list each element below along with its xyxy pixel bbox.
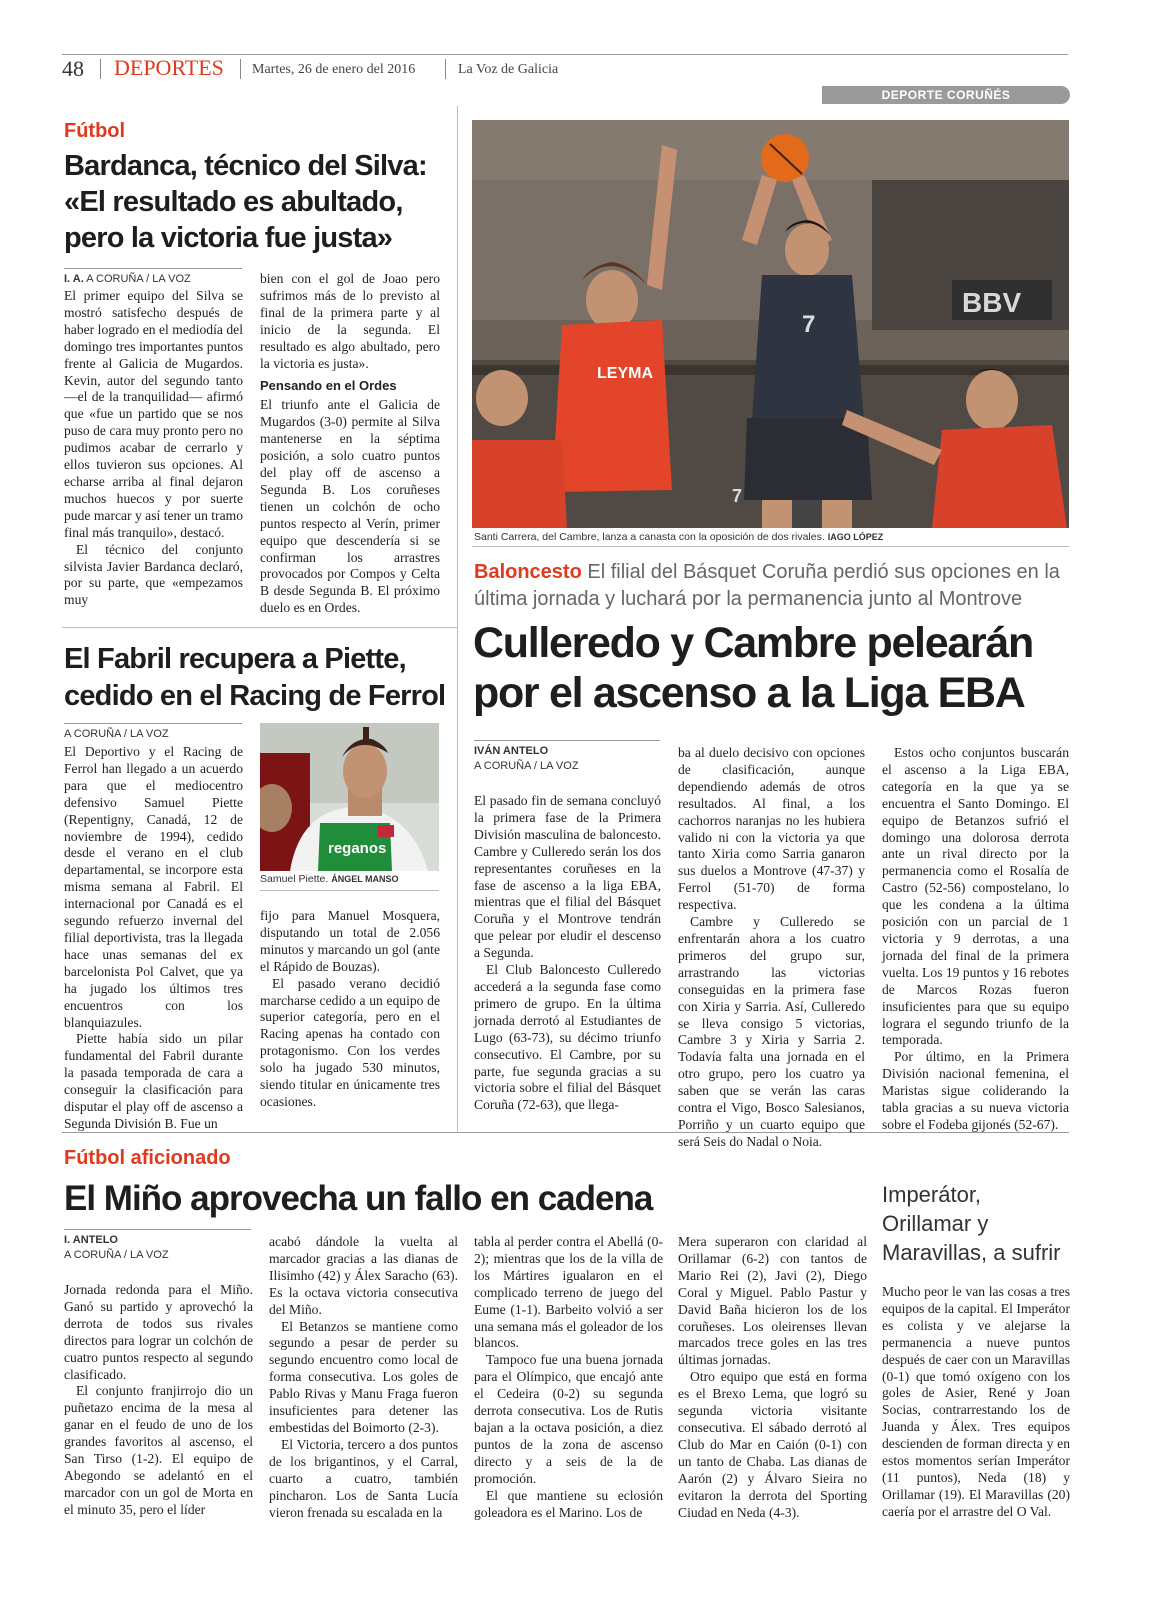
a5-headline-line: Imperátor, (882, 1182, 982, 1207)
caption-text: Santi Carrera, del Cambre, lanza a canasta con la oposición de dos rivales. (474, 531, 825, 543)
a4-paragraph: El Victoria, tercero a dos puntos de los brigantinos, y el Carral, cuarto a cuatro, también pincharon. Los de Santa Lucía vieron frenada su escalada en la (269, 1436, 458, 1520)
a1-byline (64, 268, 242, 287)
a1-headline (64, 148, 454, 256)
a4-kicker: Fútbol aficionado (64, 1147, 231, 1169)
a3-headline-line: por el ascenso a la Liga EBA (473, 669, 1025, 717)
a2-headline-line: El Fabril recupera a Piette, (64, 643, 406, 675)
header-divider (100, 59, 101, 79)
a4-paragraph: Otro equipo que está en forma es el Brexo Lema, que logró su segunda victoria visitante consecutiva. El sábado derrotó al Club do Mar en Caión (0-1) con un tanto de Chaba. Las dianas de Aarón (2) y Álvaro Sieira no evitaron la derrota del Sporting Ciudad en Neda (4-3). (678, 1369, 867, 1520)
piette-photo-image (260, 723, 439, 871)
a4-paragraph: Tampoco fue una buena jornada para el Olímpico, que encajó ante el Cedeira (0-2) su segunda derrota consecutiva. Los de Rutis bajan a la octava posición, a diez puntos de la zona de ascenso directo y a seis de la de promoción. (474, 1352, 663, 1486)
a3-paragraph: El Club Baloncesto Culleredo accederá a la segunda fase como primero de grupo. En la última jornada derrotó al Estudiantes de Lugo (63-73), su décimo triunfo consecutivo. El Cambre, por su parte, fue segunda gracias a su victoria sobre el filial del Básquet Coruña (72-63), que llega- (474, 962, 661, 1113)
wall-banner: BBV (962, 287, 1022, 318)
a4-byline (64, 1229, 251, 1263)
section-divider (62, 1132, 1069, 1133)
byline-place: A CORUÑA / LA VOZ (64, 728, 169, 740)
a4-column-1 (64, 1282, 253, 1519)
basketball-photo (472, 120, 1069, 528)
a3-paragraph: Estos ocho conjuntos buscarán el ascenso a la Liga EBA, categoría en la que ya se encuentra el Santo Domingo. El equipo de Betanzos sufrió el domingo una dolorosa derrota ante un rival directo por la permanencia como el Rosalía de Castro (52-56) compostelano, lo que les condena a la última posición con un parcial de 1 victoria y 9 derrotas, a una jornada del final de la primera vuelta. Los 19 puntos y 16 rebotes de Marcos Rozas fueron insuficientes para que su equipo lograra el segundo triunfo de la temporada. (882, 745, 1069, 1048)
a1-headline-line: Bardanca, técnico del Silva: (64, 150, 427, 182)
a1-paragraph: El primer equipo del Silva se mostró satisfecho después de haber logrado en el mediodía del domingo tres importantes puntos frente al Galicia de Mugardos. Kevin, autor del segundo tanto —el de la tranquilidad— afirmó que «fue un partido que se nos puso de cara muy pronto pero no pudimos acabar de cerrarlo y ellos tuvieron sus opciones. Al echarse arriba al final dejaron muchos huecos y por suerte pude marcar y así tener un tramo final más tranquilo», destacó. (64, 288, 243, 540)
a3-column-2 (678, 745, 865, 1151)
a5-paragraph: Mucho peor le van las cosas a tres equipos de la capital. El Imperátor es colista y ve alejarse la permanencia a nueve puntos después de caer con un Maravillas (0-1) que tomó oxígeno con los goles de Asier, René y Joan Socias, contrarrestando los de Juanda y Álex. Tres equipos descienden de forman directa y en estos momentos serían Imperátor (11 puntos), Neda (18) y Orillamar (19). El Maravillas (20) caería por el arrastre del O Val. (882, 1284, 1070, 1519)
header-divider (445, 59, 446, 79)
a1-kicker: Fútbol (64, 120, 126, 142)
newspaper-name: La Voz de Galicia (458, 62, 559, 77)
a3-paragraph: ba al duelo decisivo con opciones de clasificación, aunque dependiendo además de otros resultados. Al final, a los cachorros naranjas no les hubiera valido ni con la victoria ya que tanto Xiria como Sarria ganaron sus duelos a Montrove (47-37) y Ferrol (51-70) de forma respectiva. (678, 745, 865, 913)
a3-paragraph: El pasado fin de semana concluyó la primera fase de la Primera División masculina de baloncesto. Cambre y Culleredo serán los dos representantes coruñeses en la fase de ascenso a la liga EBA, mientras que el filial del Básquet Coruña y el Montrove tendrán que pelear por eludir el descenso a Segunda. (474, 793, 661, 961)
jersey-sponsor: reganos (328, 840, 387, 857)
byline-author: I. ANTELO (64, 1234, 118, 1246)
a3-deck (474, 559, 1069, 613)
a2-column-2 (260, 908, 440, 1111)
a4-headline: El Miño aprovecha un fallo en cadena (64, 1179, 653, 1218)
byline-author: I. A. (64, 273, 84, 285)
a2-column-1 (64, 744, 243, 1133)
a3-headline-line: Culleredo y Cambre pelearán (473, 619, 1033, 667)
a1-paragraph: El triunfo ante el Galicia de Mugardos (3-0) permite al Silva mantenerse en la séptima posición, a solo cuatro puntos del play off de ascenso a Segunda B. Los coruñeses tienen un colchón de ocho puntos respecto al Verín, primer equipo que descendería si se confirman los arrastres provocados por Compos y Celta B desde Segunda B. El próximo duelo es en Ordes. (260, 397, 440, 616)
a1-subhead: Pensando en el Ordes (260, 378, 397, 394)
a3-kicker: Baloncesto (474, 561, 582, 583)
a2-byline (64, 723, 242, 742)
a3-byline (474, 740, 660, 774)
a3-column-3 (882, 745, 1069, 1134)
a4-paragraph: Jornada redonda para el Miño. Ganó su partido y aprovechó la derrota de todos sus rivales directos para lograr un colchón de cuatro puntos respecto al segundo clasificado. (64, 1282, 253, 1382)
a4-paragraph: tabla al perder contra el Abellá (0-2); mientras que los de la villa de los Mártires igualaron en el complicado terreno de juego del Eume (1-1). Barbeito volvió a ser una semana más el goleador de los blancos. (474, 1234, 663, 1351)
a4-paragraph: El Betanzos se mantiene como segundo a pesar de perder su segundo encuentro como local de forma consecutiva. Los goles de Pablo Rivas y Manu Fraga fueron insuficientes para detener las embestidas del Boimorto (2-3). (269, 1318, 458, 1435)
photo-credit: IAGO LÓPEZ (827, 532, 884, 542)
a2-paragraph: fijo para Manuel Mosquera, disputando un total de 2.056 minutos y marcando un gol (ante el Rápido de Bouzas). (260, 908, 440, 974)
a5-headline-line: Orillamar y (882, 1211, 989, 1236)
byline-author: IVÁN ANTELO (474, 745, 549, 757)
caption-rule (472, 546, 1069, 547)
a4-column-3 (474, 1234, 663, 1521)
piette-caption (260, 873, 439, 885)
a1-divider (62, 627, 457, 628)
a1-paragraph: El técnico del conjunto silvista Javier Bardanca declaró, por su parte, que «empezamos muy (64, 541, 243, 608)
a2-headline (64, 641, 454, 715)
header-divider (240, 59, 241, 79)
svg-text:7: 7 (802, 311, 816, 338)
a4-paragraph: Mera superaron con claridad al Orillamar (6-2) con tantos de Mario Rei (2), Javi (2), Diego Coral y Miguel. Pablo Pastur y David Baña hicieron los de los coruñeses. Los oleirenses llevan marcados trece goles en las tres últimas jornadas. (678, 1234, 867, 1368)
a3-deck-text: El filial del Básquet Coruña perdió sus opciones en la última jornada y luchará por la permanencia junto al Montrove (474, 561, 1060, 610)
column-divider (457, 106, 458, 1132)
a3-column-1 (474, 793, 661, 1114)
header-date: Martes, 26 de enero del 2016 (252, 62, 416, 77)
a1-headline-line: «El resultado es abultado, (64, 186, 403, 218)
a5-column (882, 1284, 1070, 1521)
svg-text:7: 7 (732, 486, 743, 506)
page-number: 48 (62, 56, 84, 81)
a2-paragraph: El Deportivo y el Racing de Ferrol han llegado a un acuerdo para que el mediocentro defensivo Samuel Piette (Repentigny, Canadá, 12 de noviembre de 1994), cedido desde el verano en el club departamental, se incorpore esta misma semana al Fabril. El internacional por Canadá es el segundo refuerzo invernal del filial deportivista, tras la llegada hace unas semanas del ex barcelonista Pol Calvet, que ya ha jugado los últimos tres encuentros con los blanquiazules. (64, 744, 243, 1030)
section-label: DEPORTES (114, 55, 224, 80)
a3-headline (473, 618, 1073, 718)
basketball-caption (474, 531, 1069, 543)
a1-column-2 (260, 271, 440, 617)
byline-place: A CORUÑA / LA VOZ (474, 760, 579, 772)
a4-paragraph: El que mantiene su eclosión goleadora es el Marino. Los de (474, 1487, 663, 1520)
a1-paragraph: bien con el gol de Joao pero sufrimos más de lo previsto al final de la primera parte y al inicio de la segunda. El resultado es algo abultado, pero la victoria es justa». (260, 271, 440, 371)
jersey-sponsor: LEYMA (597, 365, 653, 382)
a3-paragraph: Cambre y Culleredo se enfrentarán ahora a los cuatro primeros del grupo sur, arrastrando las victorias conseguidas en la primera fase con Xiria y Sarria. Así, Culleredo se lleva consigo 5 victorias, Cambre 3 y Xiria y Sarria 2. Todavía falta una jornada en el otro grupo, pero los cuatro ya saben que se verán las caras contra el Vigo, Bosco Salesianos, Porriño y un cuarto equipo que será Seis do Nadal o Noia. (678, 914, 865, 1149)
a4-paragraph: acabó dándole la vuelta al marcador gracias a las dianas de Ilisimho (42) y Álex Saracho (63). Es la octava victoria consecutiva del Miño. (269, 1234, 458, 1317)
byline-place: A CORUÑA / LA VOZ (86, 273, 191, 285)
a4-column-4 (678, 1234, 867, 1521)
a4-column-2 (269, 1234, 458, 1521)
byline-place: A CORUÑA / LA VOZ (64, 1249, 169, 1261)
a2-paragraph: El pasado verano decidió marcharse cedido a un equipo de superior categoría, pero en el Racing apenas ha contado con protagonismo. Con los verdes solo ha jugado 530 minutos, siendo titular en únicamente tres ocasiones. (260, 975, 440, 1109)
a1-column-1 (64, 288, 243, 609)
a2-headline-line: cedido en el Racing de Ferrol (64, 680, 446, 712)
caption-rule (260, 890, 439, 891)
piette-photo (260, 723, 439, 871)
a2-paragraph: Piette había sido un pilar fundamental del Fabril durante la pasada temporada de cara a conseguir la clasificación para disputar el play off de ascenso a Segunda División B. Fue un (64, 1031, 243, 1131)
basketball-photo-image (472, 120, 1069, 528)
section-tag: DEPORTE CORUÑÉS (822, 86, 1070, 104)
photo-credit: ÁNGEL MANSO (331, 874, 399, 884)
a3-paragraph: Por último, en la Primera División nacional femenina, el Maristas sigue coliderando la tabla gracias a su nueva victoria sobre el Fodeba gijonés (52-67). (882, 1049, 1069, 1132)
a5-headline-line: Maravillas, a sufrir (882, 1240, 1061, 1265)
a4-paragraph: El conjunto franjirrojo dio un puñetazo encima de la mesa al ganar en el feudo de uno de los grandes favoritos al ascenso, el San Tirso (1-2). El equipo de Abegondo se adelantó en el marcador con un gol de Morta en el minuto 35, pero el líder (64, 1383, 253, 1517)
caption-text: Samuel Piette. (260, 873, 329, 885)
a1-headline-line: pero la victoria fue justa» (64, 222, 393, 254)
a5-headline (882, 1180, 1072, 1267)
